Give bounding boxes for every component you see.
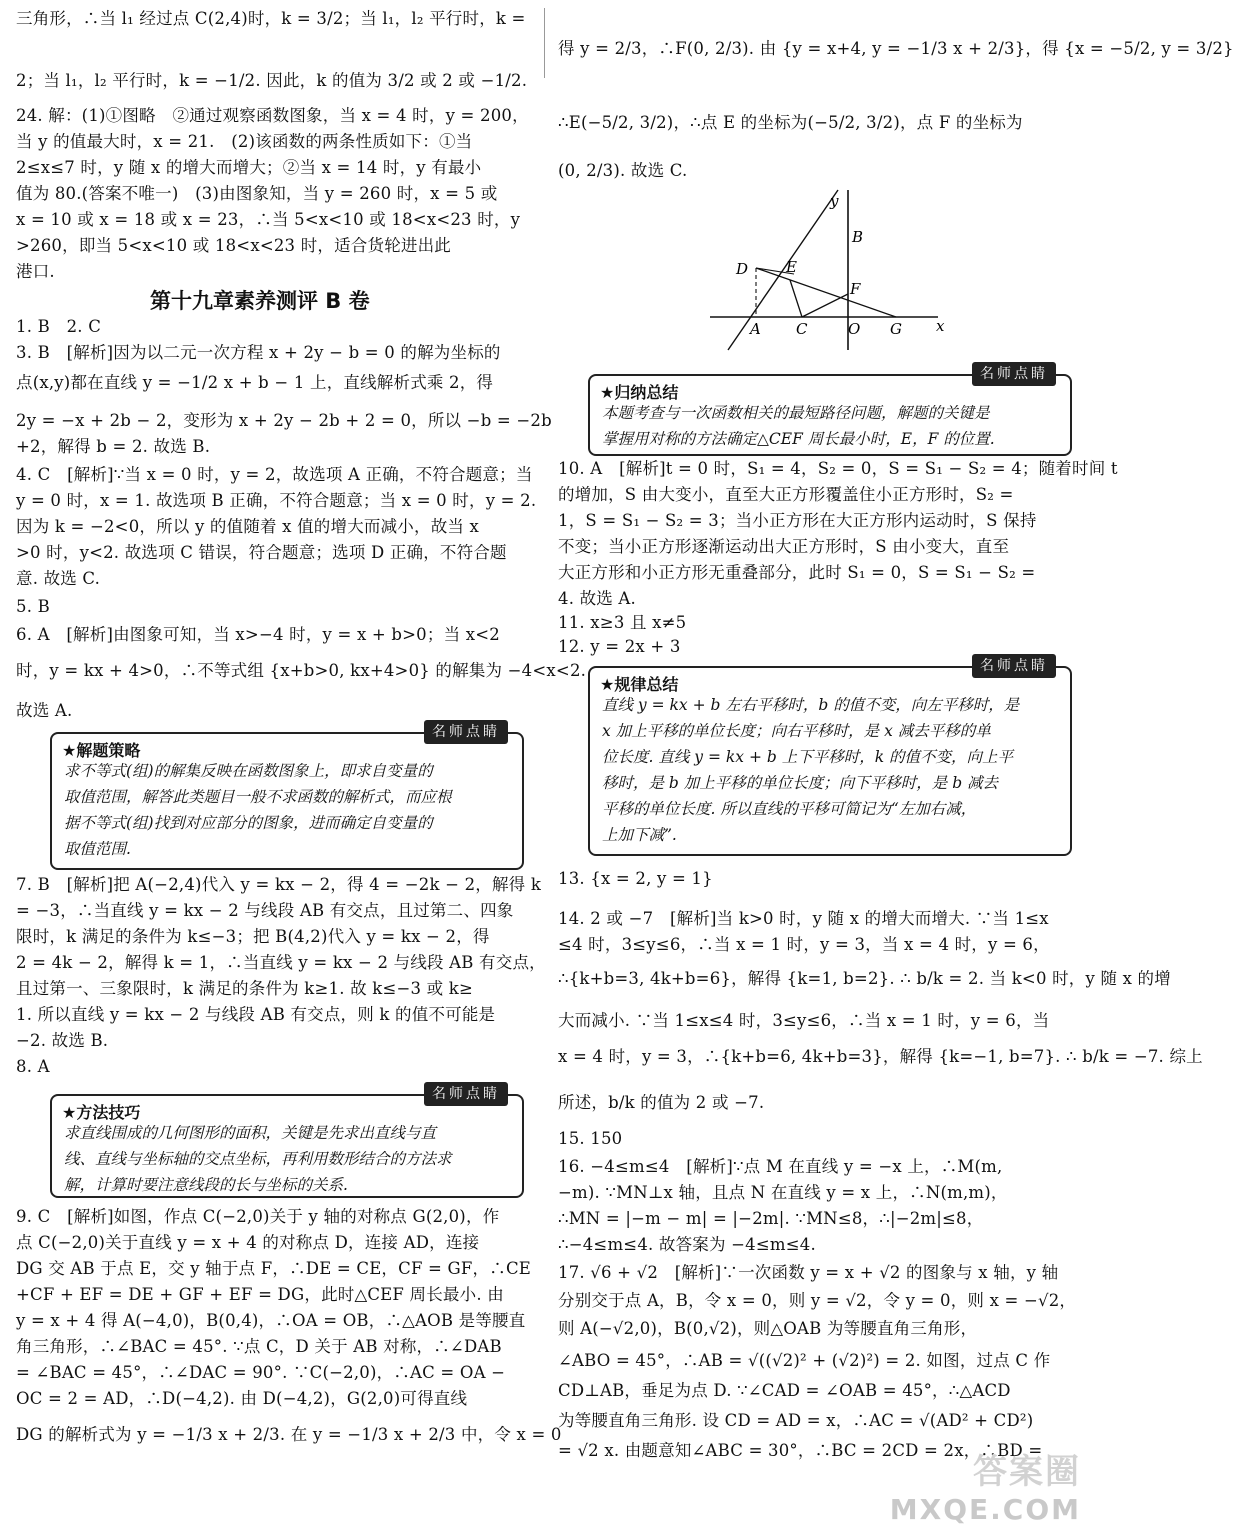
tip-box-line: x 加上平移的单位长度；向右平移时，是 x 减去平移的单	[602, 722, 991, 740]
left-text-line: 1. 所以直线 y = kx − 2 与线段 AB 有交点，则 k 的值不可能是	[16, 1005, 496, 1024]
left-text-line: 6. A [解析]由图象可知，当 x>−4 时，y = x + b>0；当 x<2	[16, 625, 500, 644]
left-text-line: 时，y = kx + 4>0，∴不等式组 {x+b>0, kx+4>0} 的解集为 −4<x<2.	[16, 661, 587, 680]
label-O: O	[848, 320, 861, 338]
right-text-line: 12. y = 2x + 3	[558, 637, 681, 656]
right-text-line: 16. −4≤m≤4 [解析]∵点 M 在直线 y = −x 上，∴M(m,	[558, 1157, 1003, 1176]
left-text-line: 当 y 的值最大时，x = 21. (2)该函数的两条性质如下：①当	[16, 132, 473, 151]
tip-box	[50, 1086, 524, 1198]
label-B: B	[852, 228, 864, 246]
right-text-line: ∠ABO = 45°，∴AB = √((√2)² + (√2)²) = 2. 如图，过点 C 作	[558, 1351, 1051, 1370]
left-text-line: y = x + 4 得 A(−4,0)，B(0,4)，∴OA = OB，∴△AOB 是等腰直	[16, 1311, 526, 1330]
chapter-heading: 第十九章素养测评 B 卷	[150, 289, 370, 313]
left-text-line: 9. C [解析]如图，作点 C(−2,0)关于 y 轴的对称点 G(2,0)，作	[16, 1207, 500, 1226]
right-text-line: = √2 x. 由题意知∠ABC = 30°，∴BC = 2CD = 2x，∴BD =	[558, 1441, 1043, 1460]
right-text-line: ≤4 时，3≤y≤6，∴当 x = 1 时，y = 3，当 x = 4 时，y = 6，	[558, 935, 1050, 954]
tip-box-line: 线、直线与坐标轴的交点坐标，再利用数形结合的方法求	[64, 1150, 452, 1168]
tip-box-tag: 名师点睛	[972, 362, 1056, 386]
tip-box-line: 本题考查与一次函数相关的最短路径问题，解题的关键是	[602, 404, 990, 422]
left-text-line: +CF + EF = DE + GF + EF = DG，此时△CEF 周长最小. 由	[16, 1285, 504, 1304]
left-text-line: 8. A	[16, 1057, 50, 1076]
right-text-line: (0, 2/3). 故选 C.	[558, 161, 688, 180]
tip-box-title: ★解题策略	[62, 741, 141, 760]
right-text-line: 所述，b/k 的值为 2 或 −7.	[558, 1093, 765, 1112]
watermark	[890, 1444, 1081, 1526]
tip-box	[50, 724, 524, 870]
label-E: E	[786, 258, 797, 276]
tip-box-line: 求直线围成的几何图形的面积，关键是先求出直线与直	[64, 1124, 437, 1142]
left-text-line: 且过第一、三象限时，k 满足的条件为 k≥1. 故 k≤−3 或 k≥	[16, 979, 474, 998]
right-text-line: ∴MN = |−m − m| = |−2m|. ∵MN≤8，∴|−2m|≤8，	[558, 1209, 984, 1228]
label-D: D	[736, 260, 749, 278]
tip-box-line: 上加下减”.	[602, 826, 677, 844]
right-text-line: x = 4 时，y = 3，∴{k+b=6, 4k+b=3}，解得 {k=−1, b=7}. ∴ b/k = −7. 综上	[558, 1047, 1203, 1066]
label-y: y	[830, 192, 839, 210]
right-text-line: ∴E(−5/2, 3/2)，∴点 E 的坐标为(−5/2, 3/2)，点 F 的坐标为	[558, 113, 1023, 132]
tip-box-line: 平移的单位长度. 所以直线的平移可简记为“左加右减，	[602, 800, 977, 818]
left-text-line: DG 的解析式为 y = −1/3 x + 2/3. 在 y = −1/3 x + 2/3 中，令 x = 0	[16, 1425, 562, 1444]
tip-box-line: 移时，是 b 加上平移的单位长度；向下平移时，是 b 减去	[602, 774, 999, 792]
tip-box-line: 解，计算时要注意线段的长与坐标的关系.	[64, 1176, 348, 1194]
left-text-line: 点(x,y)都在直线 y = −1/2 x + b − 1 上，直线解析式乘 2，得	[16, 373, 494, 392]
right-text-line: 大而减小. ∵当 1≤x≤4 时，3≤y≤6，∴当 x = 1 时，y = 6，当	[558, 1011, 1050, 1030]
tip-box-line: 直线 y = kx + b 左右平移时，b 的值不变，向左平移时，是	[602, 696, 1020, 714]
left-text-line: y = 0 时，x = 1. 故选项 B 正确，不符合题意；当 x = 0 时，y = 2.	[16, 491, 537, 510]
tip-box-title: ★归纳总结	[600, 383, 679, 402]
left-text-line: 限时，k 满足的条件为 k≤−3；把 B(4,2)代入 y = kx − 2，得	[16, 927, 490, 946]
label-x: x	[936, 317, 945, 335]
right-text-line: 的增加，S 由大变小，直至大正方形覆盖住小正方形时，S₂ =	[558, 485, 1014, 504]
left-text-line: 4. C [解析]∵当 x = 0 时，y = 2，故选项 A 正确，不符合题意；当	[16, 465, 533, 484]
tip-box-line: 取值范围，解答此类题目一般不求函数的解析式，而应根	[64, 788, 452, 806]
right-text-line: 大正方形和小正方形无重叠部分，此时 S₁ = 0，S = S₁ − S₂ =	[558, 563, 1036, 582]
left-text-line: 三角形，∴当 l₁ 经过点 C(2,4)时，k = 3/2；当 l₁，l₂ 平行时，k =	[16, 9, 526, 28]
left-text-line: 故选 A.	[16, 701, 73, 720]
left-text-line: 24. 解：(1)①图略 ②通过观察函数图象，当 x = 4 时，y = 200，	[16, 106, 529, 125]
left-text-line: 因为 k = −2<0，所以 y 的值随着 x 值的增大而减小，故当 x	[16, 517, 480, 536]
left-text-line: 角三角形，∴∠BAC = 45°. ∵点 C，D 关于 AB 对称，∴∠DAB	[16, 1337, 502, 1356]
left-text-line: 点 C(−2,0)关于直线 y = x + 4 的对称点 D，连接 AD，连接	[16, 1233, 480, 1252]
label-A: A	[750, 320, 761, 338]
left-text-line: x = 10 或 x = 18 或 x = 23，∴当 5<x<10 或 18<x<23 时，y	[16, 210, 521, 229]
tip-box-line: 取值范围.	[64, 840, 131, 858]
column-divider	[544, 8, 545, 78]
tip-box-title: ★规律总结	[600, 675, 679, 694]
left-text-line: 2；当 l₁，l₂ 平行时，k = −1/2. 因此，k 的值为 3/2 或 2 或 −1/2.	[16, 71, 528, 90]
right-text-line: 则 A(−√2,0)，B(0,√2)，则△OAB 为等腰直角三角形，	[558, 1319, 978, 1338]
left-text-line: 5. B	[16, 597, 50, 616]
right-text-line: 13. {x = 2, y = 1}	[558, 869, 713, 888]
right-text-line: 分别交于点 A，B，令 x = 0，则 y = √2，令 y = 0，则 x = −√2，	[558, 1291, 1077, 1310]
left-text-line: 2≤x≤7 时，y 随 x 的增大而增大；②当 x = 14 时，y 有最小	[16, 158, 482, 177]
segment-CE	[790, 280, 802, 317]
right-text-line: 11. x≥3 且 x≠5	[558, 613, 687, 632]
tip-box-tag: 名师点睛	[972, 654, 1056, 678]
right-text-line: 14. 2 或 −7 [解析]当 k>0 时，y 随 x 的增大而增大. ∵当 1≤x	[558, 909, 1049, 928]
right-text-line: 4. 故选 A.	[558, 589, 636, 608]
left-text-line: 3. B [解析]因为以二元一次方程 x + 2y − b = 0 的解为坐标的	[16, 343, 501, 362]
geometry-figure	[710, 190, 950, 360]
tip-box-line: 位长度. 直线 y = kx + b 上下平移时，k 的值不变，向上平	[602, 748, 1014, 766]
left-text-line: 1. B 2. C	[16, 317, 102, 336]
right-text-line: 15. 150	[558, 1129, 623, 1148]
left-text-line: 7. B [解析]把 A(−2,4)代入 y = kx − 2，得 4 = −2k − 2，解得 k	[16, 875, 542, 894]
tip-box-tag: 名师点睛	[424, 1082, 508, 1106]
right-text-line: CD⊥AB，垂足为点 D. ∵∠CAD = ∠OAB = 45°，∴△ACD	[558, 1381, 1011, 1400]
left-text-line: 意. 故选 C.	[16, 569, 101, 588]
left-text-line: 值为 80.(答案不唯一) (3)由图象知，当 y = 260 时，x = 5 或	[16, 184, 498, 203]
tip-box-line: 据不等式(组)找到对应部分的图象，进而确定自变量的	[64, 814, 433, 832]
right-text-line: 1，S = S₁ − S₂ = 3；当小正方形在大正方形内运动时，S 保持	[558, 511, 1037, 530]
label-C: C	[796, 320, 808, 338]
left-text-line: DG 交 AB 于点 E，交 y 轴于点 F，∴DE = CE，CF = GF，∴CE	[16, 1259, 532, 1278]
segment-CF	[802, 294, 848, 317]
label-F: F	[850, 280, 861, 298]
right-text-line: 得 y = 2/3，∴F(0, 2/3). 由 {y = x+4, y = −1/3 x + 2/3}，得 {x = −5/2, y = 3/2}	[558, 39, 1234, 58]
watermark-cn: 答案圈	[973, 1452, 1081, 1492]
tip-box-line: 求不等式(组)的解集反映在函数图象上，即求自变量的	[64, 762, 433, 780]
right-text-line: −m). ∵MN⊥x 轴，且点 N 在直线 y = x 上，∴N(m,m)，	[558, 1183, 1008, 1202]
left-text-line: = ∠BAC = 45°，∴∠DAC = 90°. ∵C(−2,0)，∴AC = OA −	[16, 1363, 506, 1382]
right-text-line: ∴−4≤m≤4. 故答案为 −4≤m≤4.	[558, 1235, 816, 1254]
right-text-line: 为等腰直角三角形. 设 CD = AD = x，∴AC = √(AD² + CD²)	[558, 1411, 1034, 1430]
left-text-line: >0 时，y<2. 故选项 C 错误，符合题意；选项 D 正确，不符合题	[16, 543, 507, 562]
left-text-line: 2 = 4k − 2，解得 k = 1，∴当直线 y = kx − 2 与线段 AB 有交点，	[16, 953, 546, 972]
tip-box	[588, 366, 1072, 456]
right-text-line: ∴{k+b=3, 4k+b=6}，解得 {k=1, b=2}. ∴ b/k = 2. 当 k<0 时，y 随 x 的增	[558, 969, 1171, 988]
tip-box-title: ★方法技巧	[62, 1103, 141, 1122]
tip-box	[588, 658, 1072, 856]
label-G: G	[890, 320, 902, 338]
left-text-line: OC = 2 = AD，∴D(−4,2). 由 D(−4,2)，G(2,0)可得直线	[16, 1389, 468, 1408]
right-text-line: 10. A [解析]t = 0 时，S₁ = 4，S₂ = 0，S = S₁ − S₂ = 4；随着时间 t	[558, 459, 1118, 478]
tip-box-tag: 名师点睛	[424, 720, 508, 744]
watermark-url: MXQE.COM	[889, 1493, 1081, 1526]
left-text-line: 港口.	[16, 262, 55, 281]
right-text-line: 17. √6 + √2 [解析]∵一次函数 y = x + √2 的图象与 x 轴，y 轴	[558, 1263, 1059, 1282]
tip-box-line: 掌握用对称的方法确定△CEF 周长最小时，E，F 的位置.	[602, 430, 995, 448]
left-text-line: −2. 故选 B.	[16, 1031, 109, 1050]
left-text-line: 2y = −x + 2b − 2，变形为 x + 2y − 2b + 2 = 0，所以 −b = −2b	[16, 411, 552, 430]
left-text-line: = −3，∴当直线 y = kx − 2 与线段 AB 有交点，且过第二、四象	[16, 901, 514, 920]
left-text-line: >260，即当 5<x<10 或 18<x<23 时，适合货轮进出此	[16, 236, 451, 255]
segment-DG	[756, 268, 896, 317]
left-text-line: +2，解得 b = 2. 故选 B.	[16, 437, 211, 456]
right-text-line: 不变；当小正方形逐渐运动出大正方形时，S 由小变大，直至	[558, 537, 1010, 556]
